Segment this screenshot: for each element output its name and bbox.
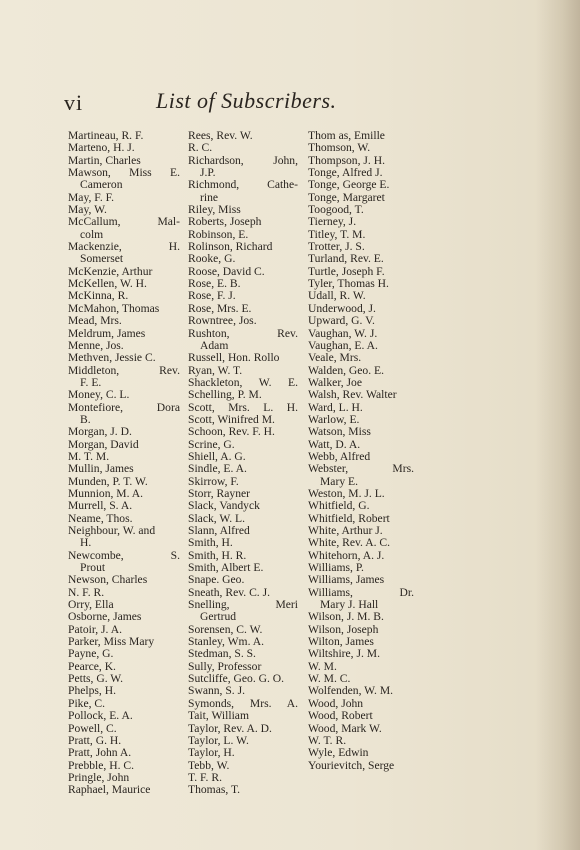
subscriber-entry: Tebb, W.	[188, 759, 230, 772]
subscriber-entry: Upward, G. V.	[308, 315, 375, 328]
subscriber-entry: Wilson, Joseph	[308, 623, 379, 636]
page-number: vi	[64, 90, 84, 115]
subscriber-entry: Veale, Mrs.	[308, 352, 362, 365]
subscriber-entry: Munden, P. T. W.	[68, 475, 148, 488]
subscriber-entry: Tyler, Thomas H.	[308, 278, 389, 291]
subscriber-entry: Pringle, John	[68, 771, 130, 784]
subscriber-entry: Williams, P.	[308, 562, 364, 575]
subscriber-entry: Martineau, R. F.	[68, 130, 144, 142]
subscriber-entry: Rushton, Rev.	[188, 327, 298, 340]
subscriber-entry: W. M.	[308, 660, 337, 673]
subscriber-entry: Wilson, J. M. B.	[308, 611, 384, 624]
subscriber-entry: Orry, Ella	[68, 599, 114, 612]
subscriber-entry: Wyle, Edwin	[308, 747, 369, 760]
subscriber-entry: McCallum, Mal-	[68, 216, 180, 229]
subscriber-entry: Pike, C.	[68, 697, 106, 710]
subscriber-entry: Wood, John	[308, 697, 364, 710]
subscriber-entry-continuation: Cameron	[80, 179, 123, 192]
subscriber-entry: Rowntree, Jos.	[188, 315, 257, 328]
subscriber-entry: Pollock, E. A.	[68, 710, 133, 723]
subscriber-entry: Wood, Mark W.	[308, 722, 382, 735]
subscriber-entry: Meldrum, James	[68, 327, 146, 340]
subscriber-entry: Snape. Geo.	[188, 574, 245, 587]
subscriber-entry: Robinson, E.	[188, 228, 249, 241]
subscriber-entry: Storr, Rayner	[188, 487, 250, 500]
subscriber-entry: Watt, D. A.	[308, 438, 361, 451]
subscriber-entry: Tait, William	[188, 710, 249, 723]
subscriber-entry: Taylor, H.	[188, 747, 235, 760]
subscriber-entry-continuation: Mary J. Hall	[320, 599, 379, 612]
subscriber-entry: Symonds, Mrs. A.	[188, 697, 298, 710]
subscriber-entry: Williams, James	[308, 574, 385, 587]
subscriber-entry: Roose, David C.	[188, 265, 265, 278]
subscriber-entry: Smith, H. R.	[188, 549, 247, 562]
subscriber-entry-continuation: Adam	[200, 339, 229, 352]
subscriber-entry: Newson, Charles	[68, 574, 148, 587]
subscriber-entry: Pratt, John A.	[68, 747, 132, 760]
subscriber-entry: Thom as, Emille	[308, 130, 385, 142]
subscriber-entry: Scrine, G.	[188, 438, 235, 451]
subscriber-entry: Williams, Dr.	[308, 586, 414, 599]
subscriber-entry: Watson, Miss	[308, 426, 371, 439]
subscriber-entry: May, F. F.	[68, 191, 115, 204]
subscriber-entry: Phelps, H.	[68, 685, 116, 698]
subscriber-entry-continuation: J.P.	[200, 167, 216, 180]
subscriber-entry: Swann, S. J.	[188, 685, 246, 698]
subscriber-entry: Tonge, George E.	[308, 179, 390, 192]
subscriber-entry: Shackleton, W. E.	[188, 376, 298, 389]
subscriber-entry: N. F. R.	[68, 586, 105, 599]
page-header	[0, 88, 580, 118]
subscriber-entry: Whitfield, Robert	[308, 512, 390, 525]
subscriber-entry: Money, C. L.	[68, 389, 130, 402]
subscriber-entry: Middleton, Rev.	[68, 364, 180, 377]
subscriber-entry: Sutcliffe, Geo. G. O.	[188, 673, 285, 686]
subscriber-entry: Turland, Rev. E.	[308, 253, 384, 266]
subscriber-entry: Powell, C.	[68, 722, 117, 735]
page-spine-shadow	[536, 0, 580, 850]
subscriber-entry: May, W.	[68, 204, 107, 217]
subscriber-entry-continuation: F. E.	[80, 376, 102, 389]
subscriber-entry: Taylor, L. W.	[188, 734, 249, 747]
subscriber-entry: Titley, T. M.	[308, 228, 366, 241]
subscriber-entry: Patoir, J. A.	[68, 623, 122, 636]
subscriber-entry: McKenzie, Arthur	[68, 265, 153, 278]
subscriber-column-3	[308, 130, 414, 772]
subscriber-entry: Wolfenden, W. M.	[308, 685, 394, 698]
subscriber-entry: Warlow, E.	[308, 413, 360, 426]
subscriber-entry: Thomas, T.	[188, 784, 241, 797]
subscriber-entry: McKellen, W. H.	[68, 278, 147, 291]
subscriber-entry: Mackenzie, H.	[68, 241, 180, 254]
subscriber-entry-continuation: B.	[80, 413, 91, 426]
subscriber-entry: Menne, Jos.	[68, 339, 124, 352]
subscriber-entry: Webb, Alfred	[308, 450, 371, 463]
subscriber-entry: Toogood, T.	[308, 204, 364, 217]
subscriber-entry: Petts, G. W.	[68, 673, 124, 686]
subscriber-entry: Wood, Robert	[308, 710, 373, 723]
subscriber-entry: Tonge, Margaret	[308, 191, 385, 204]
subscriber-entry: R. C.	[188, 142, 213, 155]
subscriber-entry: Rose, Mrs. E.	[188, 302, 252, 315]
subscriber-entry: Rose, F. J.	[188, 290, 236, 303]
running-title: List of Subscribers.	[156, 88, 337, 113]
subscriber-entry: Walker, Joe	[308, 376, 362, 389]
subscriber-entry: Slack, W. L.	[188, 512, 246, 525]
subscriber-entry: Stedman, S. S.	[188, 648, 256, 661]
subscriber-entry: Russell, Hon. Rollo	[188, 352, 280, 365]
subscriber-entry: Scott, Winifred M.	[188, 413, 275, 426]
subscriber-entry-continuation: Mary E.	[320, 475, 358, 488]
subscriber-entry: White, Arthur J.	[308, 525, 383, 537]
subscriber-entry: Prebble, H. C.	[68, 759, 135, 772]
subscriber-entry: Underwood, J.	[308, 302, 376, 315]
subscriber-entry: Skirrow, F.	[188, 475, 239, 488]
subscriber-entry: Neame, Thos.	[68, 512, 133, 525]
subscriber-entry: Munnion, M. A.	[68, 487, 144, 500]
subscriber-entry: Morgan, J. D.	[68, 426, 132, 439]
subscriber-entry: Wiltshire, J. M.	[308, 648, 380, 661]
subscriber-entry: Marteno, H. J.	[68, 142, 135, 155]
subscriber-entry: Weston, M. J. L.	[308, 487, 385, 500]
subscriber-entry: Raphael, Maurice	[68, 784, 151, 797]
subscriber-entry: Pratt, G. H.	[68, 734, 122, 747]
subscriber-entry: Shiell, A. G.	[188, 450, 246, 463]
subscriber-entry: Schelling, P. M.	[188, 389, 262, 402]
subscriber-entry: Thomson, W.	[308, 142, 371, 155]
subscriber-entry: Whitfield, G.	[308, 500, 370, 513]
subscriber-entry: Walsh, Rev. Walter	[308, 389, 397, 402]
subscriber-entry: Vaughan, E. A.	[308, 339, 378, 352]
subscriber-entry: Morgan, David	[68, 438, 139, 451]
subscriber-entry: Mawson, Miss E.	[68, 167, 180, 180]
subscriber-entry: Sindle, E. A.	[188, 463, 247, 476]
subscriber-entry: Neighbour, W. and	[68, 525, 156, 537]
subscriber-entry-continuation: colm	[80, 228, 104, 241]
subscriber-entry: M. T. M.	[68, 450, 110, 463]
subscriber-entry: Scott, Mrs. L. H.	[188, 401, 298, 414]
subscriber-entry: Vaughan, W. J.	[308, 327, 378, 340]
subscriber-entry: Riley, Miss	[188, 204, 241, 217]
subscriber-entry: Martin, Charles	[68, 154, 141, 167]
subscriber-entry: Rolinson, Richard	[188, 241, 273, 254]
subscriber-entry: W. M. C.	[308, 673, 351, 686]
subscriber-entry: T. F. R.	[188, 771, 222, 784]
subscriber-column-1	[68, 130, 180, 797]
subscriber-entry: Newcombe, S.	[68, 549, 180, 562]
subscriber-entry: Osborne, James	[68, 611, 142, 624]
subscriber-entry: Rees, Rev. W.	[188, 130, 253, 142]
subscriber-entry: Richardson, John,	[188, 154, 298, 167]
subscriber-entry: Udall, R. W.	[308, 290, 366, 303]
subscriber-entry: Methven, Jessie C.	[68, 352, 156, 365]
subscriber-entry: Trotter, J. S.	[308, 241, 365, 254]
subscriber-entry: Whitehorn, A. J.	[308, 549, 385, 562]
subscriber-entry-continuation: Prout	[80, 562, 106, 575]
subscriber-entry: Schoon, Rev. F. H.	[188, 426, 275, 439]
subscriber-entry: Slann, Alfred	[188, 525, 250, 537]
subscriber-entry-continuation: Gertrud	[200, 611, 237, 624]
subscriber-entry: Rooke, G.	[188, 253, 236, 266]
subscriber-entry: Montefiore, Dora	[68, 401, 180, 414]
subscriber-entry: Sorensen, C. W.	[188, 623, 263, 636]
subscriber-entry: Tierney, J.	[308, 216, 357, 229]
subscriber-entry: Webster, Mrs.	[308, 463, 414, 476]
subscriber-entry: W. T. R.	[308, 734, 347, 747]
subscriber-entry: Snelling, Meri	[188, 599, 298, 612]
subscriber-entry: McKinna, R.	[68, 290, 129, 303]
subscriber-entry: Stanley, Wm. A.	[188, 636, 264, 649]
subscriber-entry: Murrell, S. A.	[68, 500, 133, 513]
subscriber-entry: Yourievitch, Serge	[308, 759, 395, 772]
subscriber-entry: Payne, G.	[68, 648, 114, 661]
subscriber-entry: Roberts, Joseph	[188, 216, 262, 229]
subscriber-entry: Parker, Miss Mary	[68, 636, 155, 649]
subscriber-column-2	[188, 130, 298, 797]
subscriber-entry: Richmond, Cathe-	[188, 179, 298, 192]
subscriber-entry: Smith, H.	[188, 537, 233, 550]
subscriber-entry: Pearce, K.	[68, 660, 116, 673]
subscriber-entry: Rose, E. B.	[188, 278, 241, 291]
subscriber-entry: White, Rev. A. C.	[308, 537, 391, 550]
subscriber-entry: Mead, Mrs.	[68, 315, 122, 328]
subscriber-entry: Wilton, James	[308, 636, 374, 649]
subscriber-entry: Turtle, Joseph F.	[308, 265, 385, 278]
subscriber-entry: Taylor, Rev. A. D.	[188, 722, 272, 735]
subscriber-entry: Walden, Geo. E.	[308, 364, 385, 377]
subscriber-entry-continuation: H.	[80, 537, 92, 550]
subscriber-entry: Smith, Albert E.	[188, 562, 264, 575]
subscriber-entry: Thompson, J. H.	[308, 154, 385, 167]
subscriber-entry: Slack, Vandyck	[188, 500, 260, 513]
subscriber-entry: Tonge, Alfred J.	[308, 167, 383, 180]
subscriber-entry: Sneath, Rev. C. J.	[188, 586, 271, 599]
subscriber-entry: McMahon, Thomas	[68, 302, 160, 315]
subscriber-entry: Mullin, James	[68, 463, 134, 476]
subscriber-entry: Ward, L. H.	[308, 401, 363, 414]
subscriber-entry-continuation: Somerset	[80, 253, 124, 266]
subscriber-entry: Sully, Professor	[188, 660, 262, 673]
subscriber-entry: Ryan, W. T.	[188, 364, 243, 377]
subscriber-entry-continuation: rine	[200, 191, 219, 204]
